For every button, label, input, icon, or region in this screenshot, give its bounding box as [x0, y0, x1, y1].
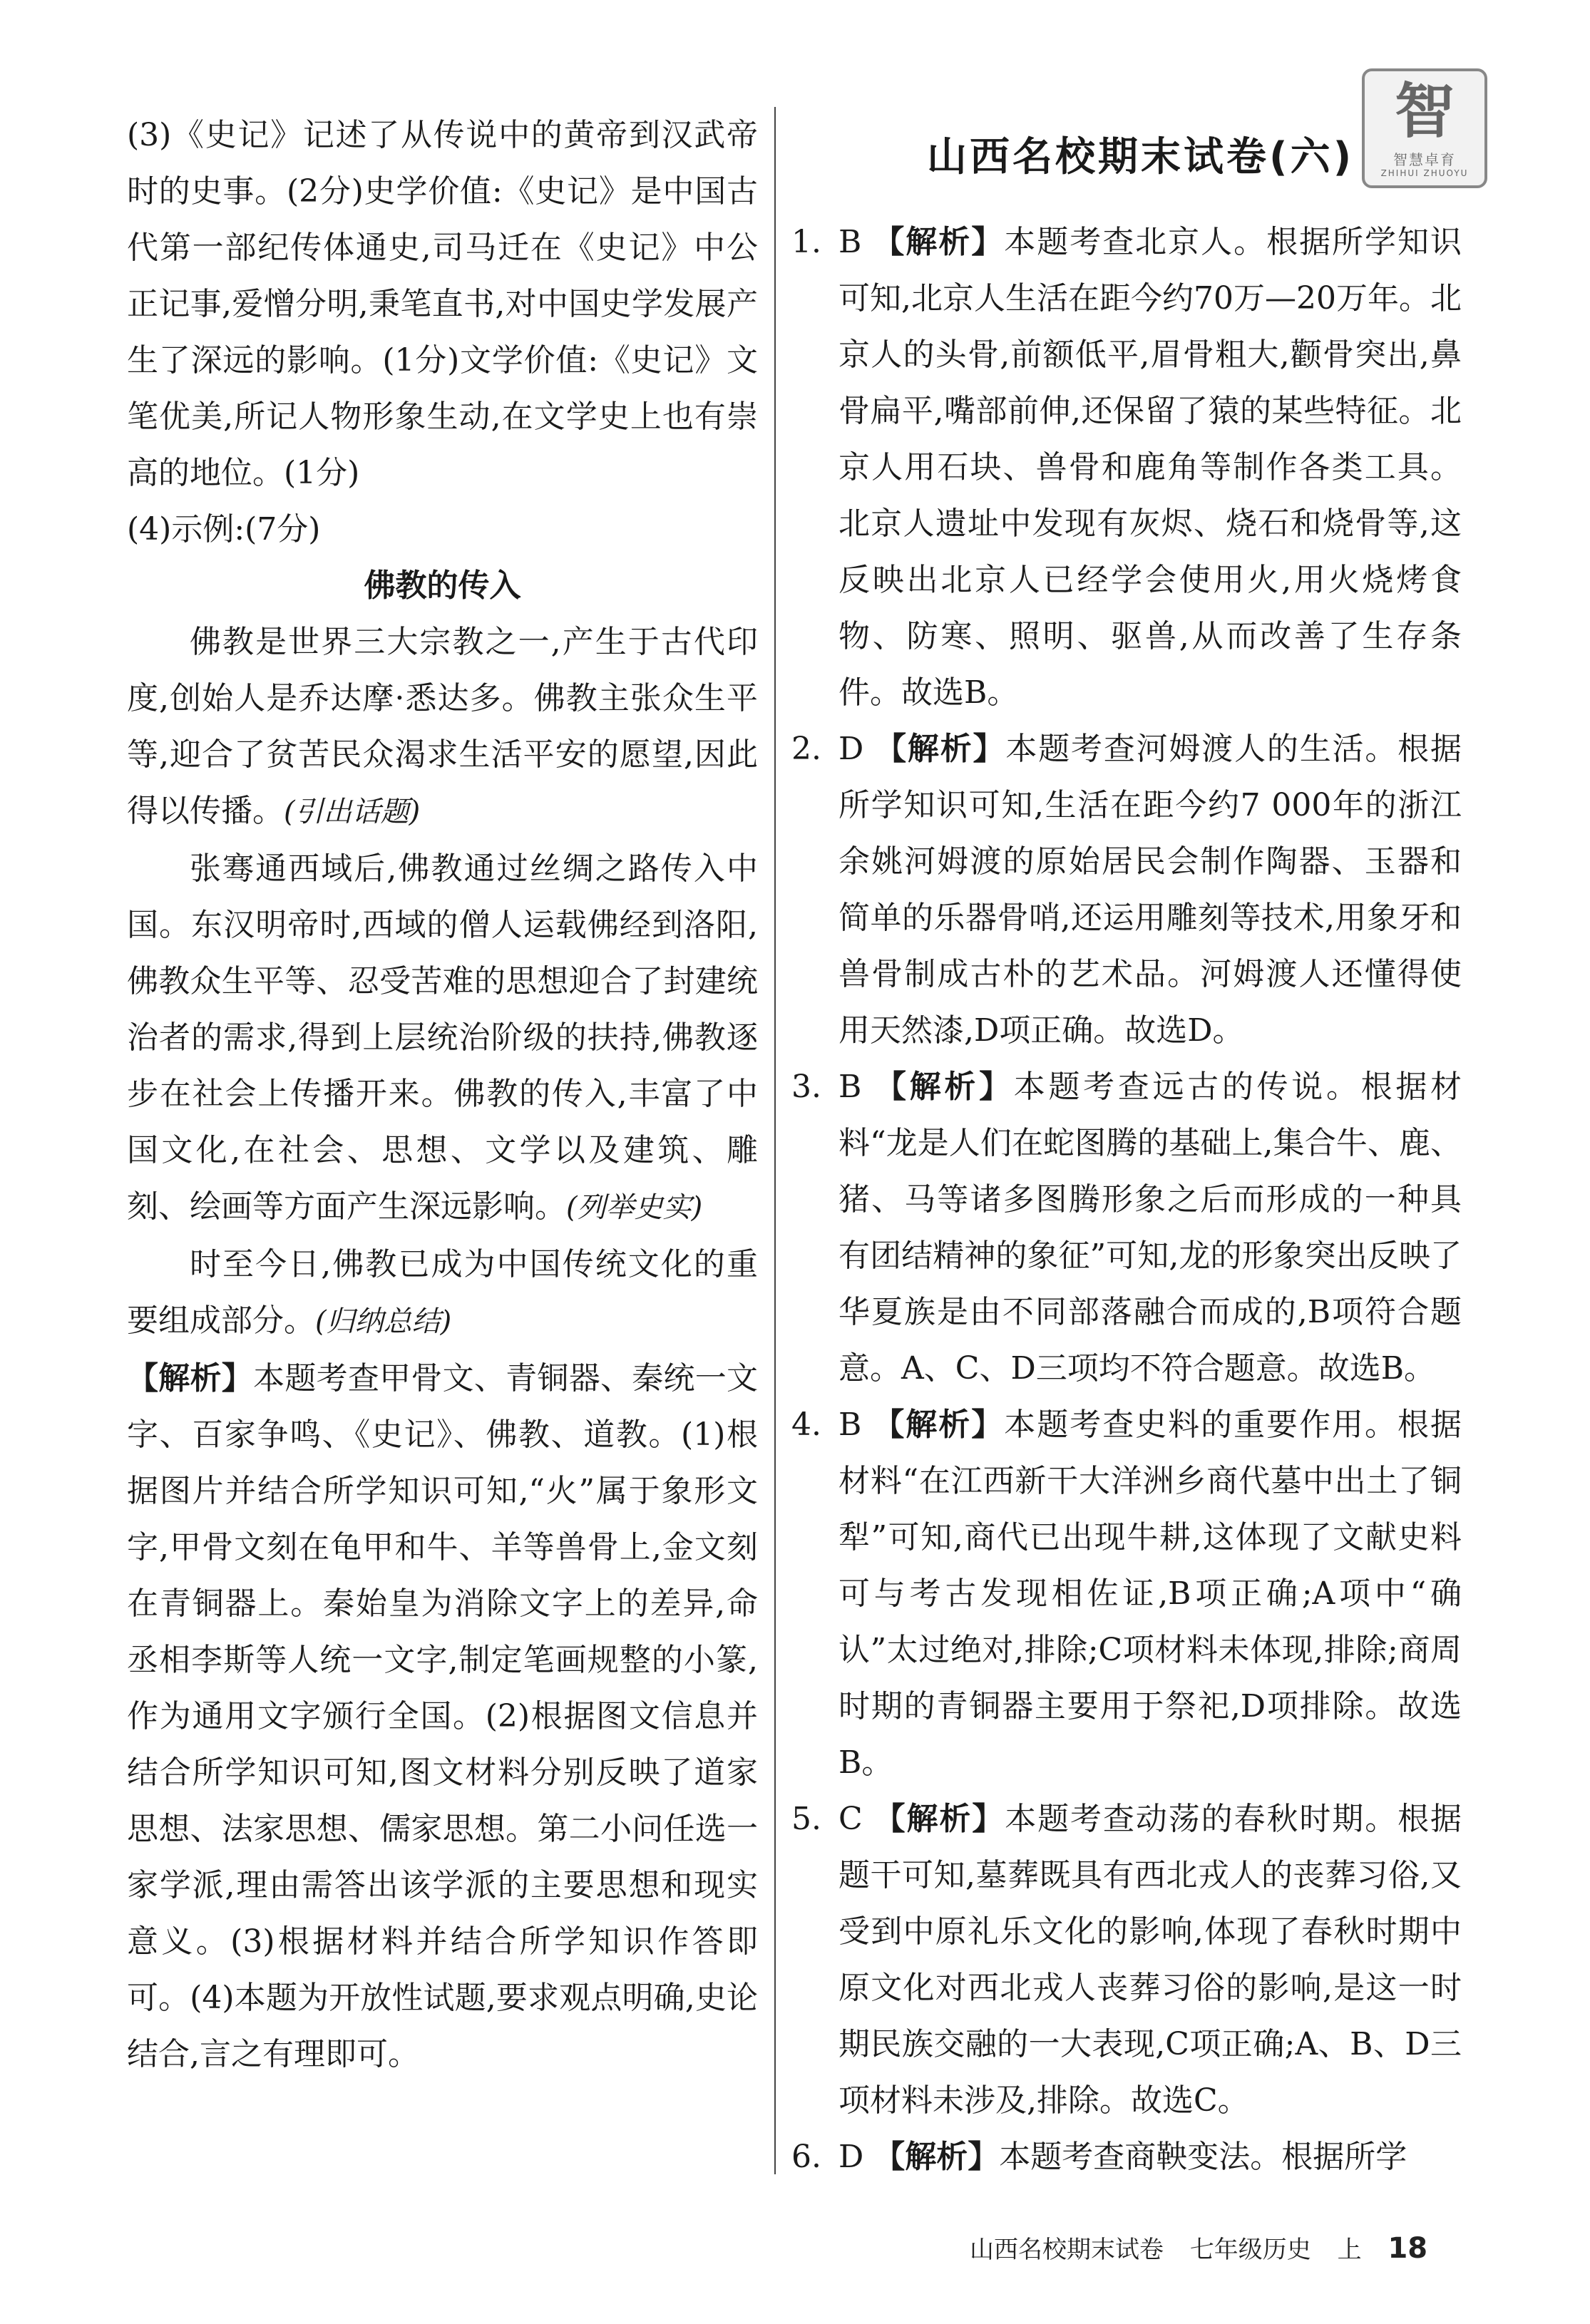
essay-note-1: (引出话题)	[284, 796, 421, 828]
item-answer: B	[838, 1407, 862, 1443]
item-text: 本题考查商鞅变法。根据所学	[999, 2139, 1407, 2175]
item-tag: 【解析】	[871, 1069, 1014, 1105]
column-divider	[774, 107, 776, 2174]
answer-item	[791, 721, 1462, 1059]
item-answer: B	[838, 1069, 862, 1105]
analysis-paragraph	[127, 1350, 758, 2082]
item-answer: B	[838, 224, 862, 260]
footer-volume: 上	[1337, 2236, 1362, 2264]
answer-item	[791, 1397, 1462, 1791]
item-tag: 【解析】	[871, 1407, 1005, 1443]
item-number: 6.	[791, 2139, 821, 2175]
item-number: 3.	[791, 1069, 821, 1105]
item-answer: D	[838, 2139, 864, 2175]
essay-note-3: (归纳总结)	[315, 1305, 452, 1338]
item-tag: 【解析】	[871, 224, 1005, 260]
item-text: 本题考查北京人。根据所学知识可知,北京人生活在距今约70万—20万年。北京人的头骨,前额低平,眉骨粗大,颧骨突出,鼻骨扁平,嘴部前伸,还保留了猿的某些特征。北京人用石块、兽骨和鹿角等制作各类工具。北京人遗址中发现有灰烬、烧石和烧骨等,这反映出北京人已经学会使用火,用火烧烤食物、防寒、照明、驱兽,从而改善了生存条件。故选B。	[838, 224, 1462, 711]
item-text: 本题考查史料的重要作用。根据材料“在江西新干大洋洲乡商代墓中出土了铜犁”可知,商代已出现牛耕,这体现了文献史料可与考古发现相佐证,B项正确;A项中“确认”太过绝对,排除;C项材料未体现,排除;商周时期的青铜器主要用于祭祀,D项排除。故选B。	[838, 1407, 1462, 1781]
right-column	[791, 214, 1462, 2185]
answer-part-4: (4)示例:(7分)	[127, 511, 321, 547]
analysis-text: 本题考查甲骨文、青铜器、秦统一文字、百家争鸣、《史记》、佛教、道教。(1)根据图片并结合所学知识可知,“火”属于象形文字,甲骨文刻在龟甲和牛、羊等兽骨上,金文刻在青铜器上。秦始皇为消除文字上的差异,命丞相李斯等人统一文字,制定笔画规整的小篆,作为通用文字颁行全国。(2)根据图文信息并结合所学知识可知,图文材料分别反映了道家思想、法家思想、儒家思想。第二小问任选一家学派,理由需答出该学派的主要思想和现实意义。(3)根据材料并结合所学知识作答即可。(4)本题为开放性试题,要求观点明确,史论结合,言之有理即可。	[127, 1360, 759, 2072]
logo-glyph: 智	[1394, 76, 1455, 146]
item-text: 本题考查动荡的春秋时期。根据题干可知,墓葬既具有西北戎人的丧葬习俗,又受到中原礼乐文化的影响,体现了春秋时期中原文化对西北戎人丧葬习俗的影响,是这一时期民族交融的一大表现,C项正确;A、B、D三项材料未涉及,排除。故选C。	[838, 1801, 1462, 2119]
essay-text-1: 佛教是世界三大宗教之一,产生于古代印度,创始人是乔达摩·悉达多。佛教主张众生平等,迎合了贫苦民众渴求生活平安的愿望,因此得以传播。	[127, 624, 758, 829]
item-number: 5.	[791, 1801, 821, 1837]
answer-item	[791, 214, 1462, 721]
answer-item	[791, 1791, 1462, 2129]
item-answer: D	[838, 731, 864, 767]
page-title: 山西名校期末试卷(六)	[927, 134, 1355, 180]
item-tag: 【解析】	[873, 2139, 1000, 2175]
item-answer: C	[838, 1801, 863, 1837]
item-number: 2.	[791, 731, 821, 767]
logo-name: 智慧卓育	[1393, 151, 1456, 168]
answer-item	[791, 1059, 1462, 1397]
left-column	[127, 107, 758, 2082]
footer-grade: 七年级历史	[1189, 2236, 1311, 2264]
essay-title: 佛教的传入	[364, 567, 521, 604]
page-footer	[970, 2230, 1427, 2265]
page-number: 18	[1388, 2232, 1428, 2265]
essay-text-3: 时至今日,佛教已成为中国传统文化的重要组成部分。	[127, 1246, 758, 1339]
publisher-logo	[1362, 68, 1487, 188]
answer-part-3: (3)《史记》记述了从传说中的黄帝到汉武帝时的史事。(2分)史学价值:《史记》是中国古代第一部纪传体通史,司马迁在《史记》中公正记事,爱憎分明,秉笔直书,对中国史学发展产生了深远的影响。(1分)文学价值:《史记》文笔优美,所记人物形象生动,在文学史上也有崇高的地位。(1分)	[127, 117, 758, 491]
item-tag: 【解析】	[873, 731, 1006, 767]
essay-paragraph-1	[127, 614, 758, 840]
item-text: 本题考查河姆渡人的生活。根据所学知识可知,生活在距今约7 000年的浙江余姚河姆渡的原始居民会制作陶器、玉器和简单的乐器骨哨,还运用雕刻等技术,用象牙和兽骨制成古朴的艺术品。河姆渡人还懂得使用天然漆,D项正确。故选D。	[838, 731, 1462, 1049]
item-text: 本题考查远古的传说。根据材料“龙是人们在蛇图腾的基础上,集合牛、鹿、猪、马等诸多图腾形象之后而形成的一种具有团结精神的象征”可知,龙的形象突出反映了华夏族是由不同部落融合而成的,B项符合题意。A、C、D三项均不符合题意。故选B。	[838, 1069, 1462, 1387]
item-number: 4.	[791, 1407, 821, 1443]
essay-paragraph-2	[127, 840, 758, 1236]
footer-series: 山西名校期末试卷	[970, 2236, 1164, 2264]
essay-paragraph-3	[127, 1236, 758, 1350]
item-number: 1.	[791, 224, 821, 260]
item-tag: 【解析】	[872, 1801, 1005, 1837]
analysis-tag: 【解析】	[127, 1360, 254, 1397]
essay-note-2: (列举史实)	[566, 1191, 703, 1224]
logo-subtitle: ZHIHUI ZHUOYU	[1380, 168, 1469, 178]
essay-text-2: 张骞通西域后,佛教通过丝绸之路传入中国。东汉明帝时,西域的僧人运载佛经到洛阳,佛教众生平等、忍受苦难的思想迎合了封建统治者的需求,得到上层统治阶级的扶持,佛教逐步在社会上传播开来。佛教的传入,丰富了中国文化,在社会、思想、文学以及建筑、雕刻、绘画等方面产生深远影响。	[127, 850, 758, 1225]
answer-item	[791, 2129, 1462, 2185]
